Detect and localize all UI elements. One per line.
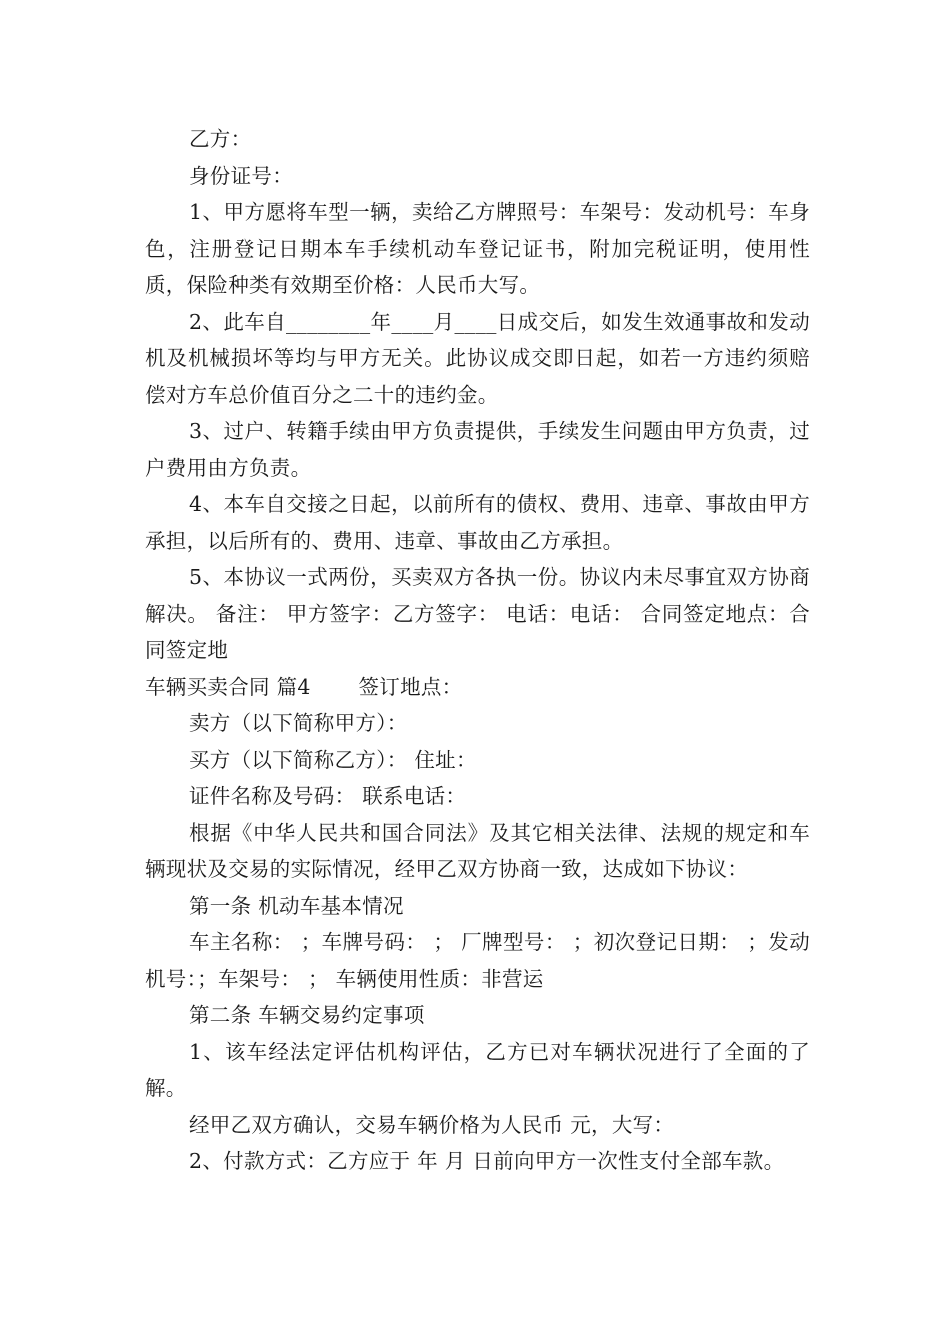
paragraph-seller: 卖方（以下简称甲方）： — [189, 711, 408, 735]
paragraph-id-contact: 证件名称及号码： 联系电话： — [189, 784, 467, 808]
paragraph-clause-4: 4、本车自交接之日起，以前所有的债权、费用、违章、事故由甲方承担，以后所有的、费用、违章、事故由乙方承担。 — [145, 492, 810, 553]
paragraph-clause-1: 1、甲方愿将车型一辆，卖给乙方牌照号：车架号：发动机号：车身色，注册登记日期本车手续机动车登记证书，附加完税证明，使用性质，保险种类有效期至价格：人民币大写。 — [145, 200, 810, 297]
article-2-title: 第二条 车辆交易约定事项 — [189, 1003, 425, 1027]
paragraph-party-b: 乙方： — [189, 127, 252, 151]
document-page — [145, 121, 810, 1180]
paragraph-payment: 2、付款方式：乙方应于 年 月 日前向甲方一次性支付全部车款。 — [189, 1149, 785, 1173]
paragraph-buyer: 买方（以下简称乙方）： 住址： — [189, 747, 477, 772]
paragraph-evaluation: 1、该车经法定评估机构评估，乙方已对车辆状况进行了全面的了解。 — [145, 1039, 810, 1100]
paragraph-id-number: 身份证号： — [189, 163, 293, 188]
paragraph-clause-3: 3、过户、转籍手续由甲方负责提供，手续发生问题由甲方负责，过户费用由方负责。 — [145, 419, 810, 480]
paragraph-clause-5: 5、本协议一式两份，买卖双方各执一份。协议内未尽事宜双方协商解决。 备注： 甲方签字：乙方签字： 电话：电话： 合同签定地点：合同签定地 — [145, 565, 810, 662]
paragraph-vehicle-info: 车主名称： ；车牌号码： ； 厂牌型号： ；初次登记日期： ；发动机号：；车架号： ； 车辆使用性质：非营运 — [145, 930, 810, 991]
paragraph-price: 经甲乙双方确认，交易车辆价格为人民币 元，大写： — [189, 1112, 675, 1137]
article-1-title: 第一条 机动车基本情况 — [189, 893, 404, 918]
paragraph-clause-2: 2、此车自________年____月____日成交后，如发生效通事故和发动机及机械损坏等均与甲方无关。此协议成交即日起，如若一方违约须赔偿对方车总价值百分之二十的违约金。 — [145, 309, 810, 407]
paragraph-preamble: 根据《中华人民共和国合同法》及其它相关法律、法规的规定和车辆现状及交易的实际情况，经甲乙双方协商一致，达成如下协议： — [145, 820, 810, 881]
section-heading-contract-4: 车辆买卖合同 篇4 签订地点： — [145, 674, 463, 699]
